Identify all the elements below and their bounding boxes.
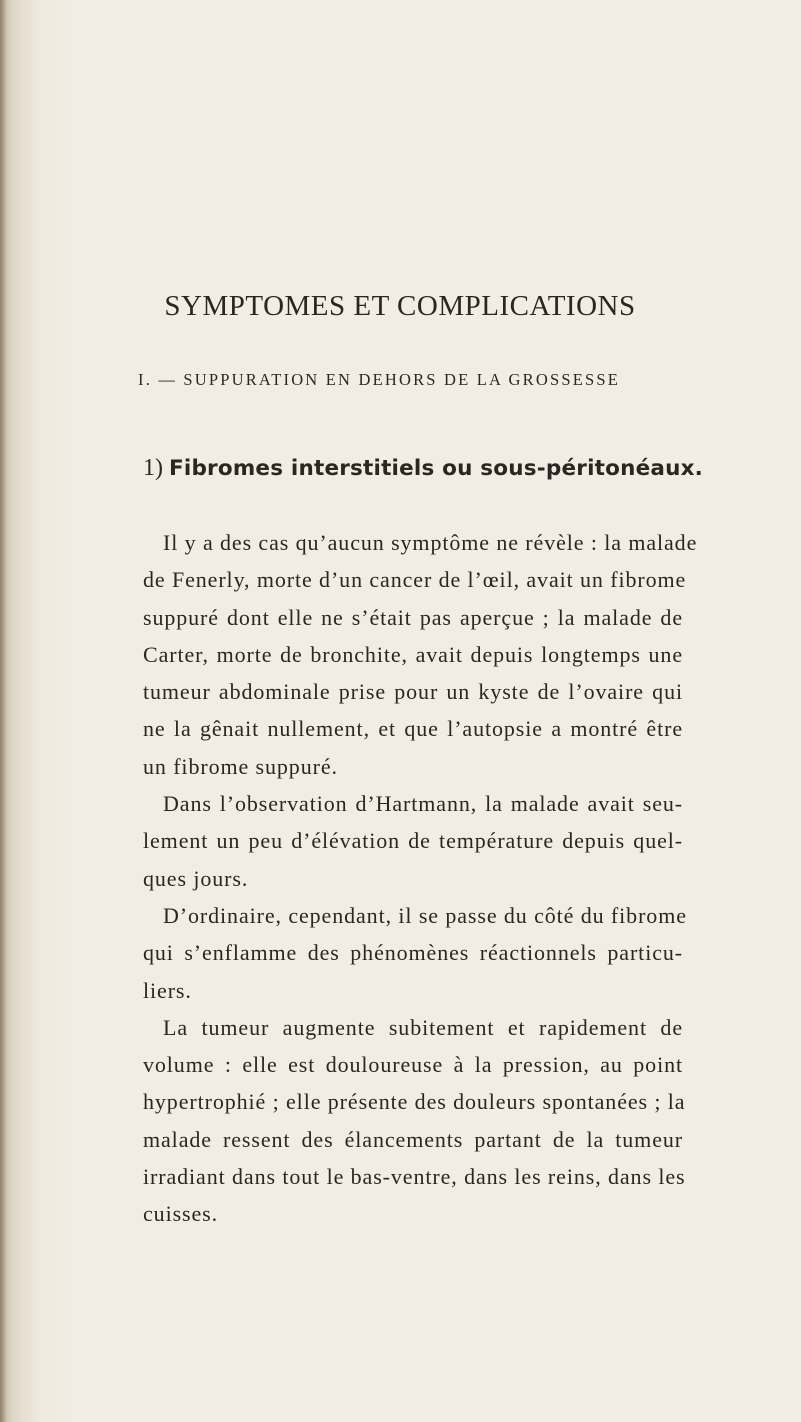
text-line: hypertrophié ; elle présente des douleurs spontanées ; la (143, 1089, 686, 1115)
text-line: ques jours. (143, 865, 249, 891)
text-line: La tumeur augmente subitement et rapidement de (163, 1014, 683, 1040)
chapter-subtitle: I. — SUPPURATION EN DEHORS DE LA GROSSESSE (138, 370, 621, 389)
section-title: Fibromes interstitiels ou sous-péritonéaux. (169, 456, 704, 481)
text-line: irradiant dans tout le bas-ventre, dans les reins, dans les (143, 1164, 686, 1190)
text-line: D’ordinaire, cependant, il se passe du côté du fibrome (163, 902, 687, 928)
text-line: de Fenerly, morte d’un cancer de l’œil, avait un fibrome (143, 567, 687, 593)
text-line: tumeur abdominale prise pour un kyste de l’ovaire qui (143, 679, 683, 705)
text-line: liers. (143, 977, 192, 1003)
text-line: cuisses. (143, 1201, 219, 1227)
text-line: malade ressent des élancements partant de la tumeur (143, 1126, 683, 1152)
page-binding-shadow (0, 0, 6, 1422)
text-line: qui s’enflamme des phénomènes réactionnels particu- (143, 940, 683, 966)
text-line: Il y a des cas qu’aucun symptôme ne révèle : la malade (163, 530, 698, 555)
text-line: Dans l’observation d’Hartmann, la malade avait seu- (163, 791, 683, 817)
text-line: Carter, morte de bronchite, avait depuis longtemps une (143, 641, 683, 667)
text-line: suppuré dont elle ne s’était pas aperçue ; la malade de (143, 604, 683, 630)
page-title: SYMPTOMES ET COMPLICATIONS (164, 290, 636, 322)
text-line: lement un peu d’élévation de température depuis quel- (143, 828, 683, 854)
text-line: ne la gênait nullement, et que l’autopsie a montré être (143, 716, 683, 742)
section-heading (143, 455, 703, 482)
body-text (143, 524, 698, 1233)
section-number: 1) (143, 455, 163, 481)
text-line: volume : elle est douloureuse à la pression, au point (143, 1052, 683, 1078)
text-line: un fibrome suppuré. (143, 753, 338, 779)
